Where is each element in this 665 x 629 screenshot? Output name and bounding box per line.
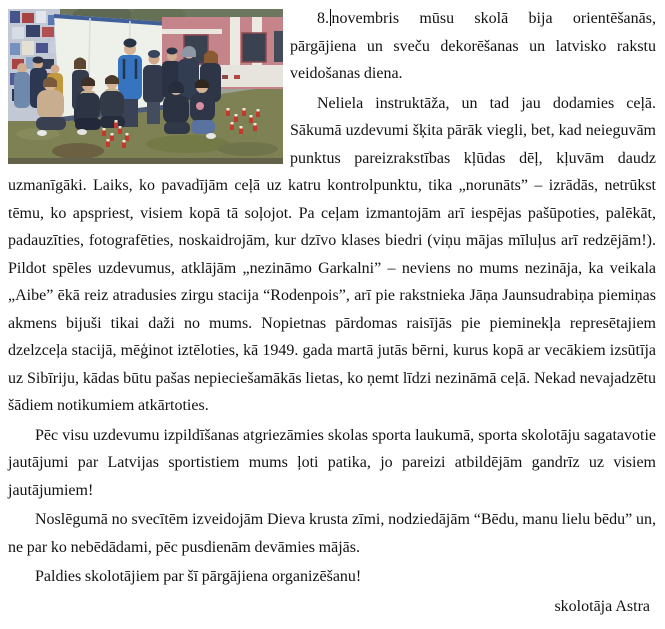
paragraph-hike: Neliela instruktāža, un tad jau dodamies ceļā. Sākumā uzdevumi šķita pārāk viegli, bet, kad neieguvām punktus pareizrakstības kļūdas dēļ, kļuvām daudz uzmanīgāki. Laiks, ko pavadījām ceļā uz katru kontrolpunktu, tika „norunāts” – izrādās, netrūkst tēmu, ko apspriest, visiem kopā tā soļojot. Pa ceļam izmantojām arī iespējas pašūpoties, palēkāt, padauzīties, fotografēties, noskaidrojām, kur dzīvo klases biedri (viņu mājas mīluļus arī redzējām!). Pildot spēles uzdevumus, atklājām „nezināmo Garkalni” – neviens no mums nezināja, ka veikala „Aibe” ēkā reiz atradusies zirgu stacija “Rodenpois”, arī pie rakstnieka Jāņa Jaunsudrabiņa piemiņas akmens bijuši tikai daži no mums. Nopietnas pārdomas raisījās pie pieminekļa represētajiem dzelzceļa stacijā, mēģinot iztēloties, kā 1949. gada martā jutās bērni, kurus kopā ar vecākiem izsūtīja uz Sibīriju, kādas būtu pašas nepieciešamākās lietas, ko ņemt līdzi nezināmā ceļā. Nekad nevajadzētu šādiem notikumiem atkārtoties. xyxy=(8,94,656,414)
signature-line: skolotāja Astra xyxy=(554,597,650,615)
class-photo xyxy=(8,9,283,164)
intro-text-after-caret: novembris mūsu skolā bija orientēšanās, pārgājiena un sveču dekorēšanas un latvisko rakstu veidošanas diena. xyxy=(290,10,656,82)
paragraph-closing-ceremony: Noslēgumā no svecītēm izveidojām Dieva krusta zīmi, nodziedājām “Bēdu, manu lielu bēdu” un, ne par ko nebēdādami, pēc pusdienām devāmies mājās. xyxy=(8,511,656,556)
paragraph-thanks: Paldies skolotājiem par šī pārgājiena organizēšanu! xyxy=(35,568,362,585)
class-photo-illustration xyxy=(8,9,283,164)
intro-text-before-caret: 8. xyxy=(317,10,329,27)
paragraph-sports-quiz: Pēc visu uzdevumu izpildīšanas atgriezāmies skolas sporta laukumā, sporta skolotāju sagatavotie jautājumi par Latvijas sportistiem mums ļoti patika, jo pareizi atbildējām gandrīz uz visiem jautājumiem! xyxy=(8,426,656,499)
